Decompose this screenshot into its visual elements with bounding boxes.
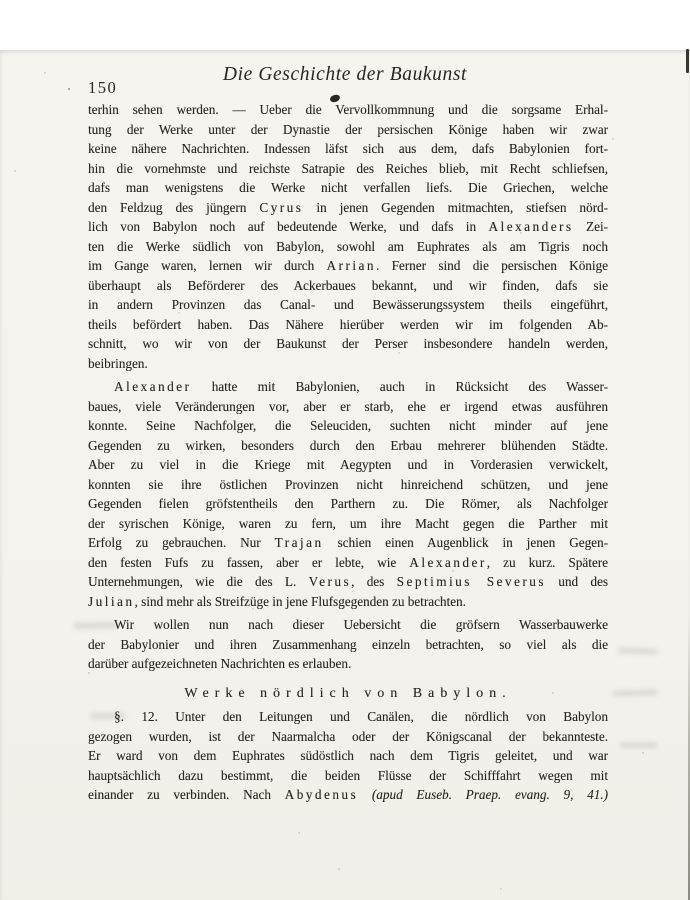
spaced-name: Verus <box>308 574 352 589</box>
text-line: Unternehmungen, wie die des L. Verus, des Septimius Severus und des <box>88 574 608 589</box>
spaced-name: Abydenus <box>284 787 359 802</box>
text-line: einander zu verbinden. Nach Abydenus (apud Euseb. Praep. evang. 9, 41.) <box>88 787 608 802</box>
text-line: Aber zu viel in die Kriege mit Aegypten und in Vorderasien verwickelt, <box>88 457 608 472</box>
spaced-name: Cyrus <box>259 199 304 215</box>
text-line: der syrischen Könige, waren zu fern, um ihre Macht gegen die Parther mit <box>88 515 608 531</box>
text-line: den Feldzug des jüngern Cyrus in jenen Gegenden mitmachten, stiefsen nörd- <box>88 199 608 215</box>
text-line: den festen Fufs zu fassen, aber er lebte, wie Alexander, zu kurz. Spätere <box>88 554 608 570</box>
paragraph <box>88 615 608 674</box>
page-text <box>88 100 608 805</box>
spaced-name: Alexander <box>409 554 487 570</box>
bleed-through-mark <box>620 742 658 748</box>
paper-specks <box>0 50 2 52</box>
text-line: konnten sie ihre östlichen Provinzen nicht hinreichend schützen, und jene <box>88 476 608 492</box>
running-title: Die Geschichte der Baukunst <box>222 64 468 85</box>
spaced-name: Trajan <box>274 535 324 550</box>
text-line: beibringen. <box>88 355 148 371</box>
text-line: schnitt, wo wir von der Baukunst der Perser insbesondere handeln werden, <box>88 336 608 351</box>
text-line: überhaupt als Beförderer des Ackerbaues bekannt, und wir finden, dafs sie <box>88 277 608 293</box>
text-line: Erfolg zu gebrauchen. Nur Trajan schien einen Augenblick in jenen Gegen- <box>88 535 609 550</box>
paragraph <box>88 707 608 805</box>
spaced-name: Julian <box>88 593 135 609</box>
page-number: 150 <box>88 78 118 97</box>
spaced-name: Arrian <box>326 258 376 273</box>
text-line: keine nähere Nachrichten. Indessen läfst sich aus dem, dafs Babylonien fort- <box>88 141 608 156</box>
text-line: hauptsächlich dazu bestimmt, die beiden Flüsse der Schifffahrt wegen mit <box>88 767 608 783</box>
text-line: konnte. Seine Nachfolger, die Seleuciden, suchten nicht minder auf jene <box>88 418 608 433</box>
text-line: §. 12. Unter den Leitungen und Canälen, die nördlich von Babylon <box>114 709 608 724</box>
text-line: Alexander hatte mit Babylonien, auch in Rücksicht des Wasser- <box>114 379 608 394</box>
text-line: im Gange waren, lernen wir durch Arrian. Ferner sind die persischen Könige <box>88 258 609 273</box>
spaced-name: Alexanders <box>488 219 574 234</box>
text-line: der Babylonier und ihren Zusammenhang einzeln betrachten, so viel als die <box>88 636 608 652</box>
text-line: Gegenden fielen gröfstentheils den Parthern zu. Die Römer, als Nachfolger <box>88 496 608 511</box>
section-heading <box>88 684 608 704</box>
paragraph <box>88 377 608 611</box>
text-line: Wir wollen nun nach dieser Uebersicht die gröfsern Wasserbauwerke <box>114 617 608 632</box>
text-line: darüber aufgezeichneten Nachrichten es erlauben. <box>88 656 352 671</box>
spaced-name: Septimius Severus <box>396 574 546 589</box>
text-line: Er ward von dem Euphrates südöstlich nach dem Tigris geleitet, und war <box>88 748 608 763</box>
text-line: in andern Provinzen das Canal- und Bewässerungssystem theils eingeführt, <box>88 297 608 312</box>
paragraph <box>88 100 608 373</box>
text-line: dafs man wenigstens die Werke nicht verfallen liefs. Die Griechen, welche <box>88 180 608 195</box>
heading-line: Werke nördlich von Babylon. <box>184 685 512 701</box>
text-line: hin die vornehmste und reichste Satrapie des Reiches blieb, mit Recht schliefsen, <box>88 160 608 176</box>
text-line: gezogen wurden, ist der Naarmalcha oder der Königscanal der bekannteste. <box>88 728 608 744</box>
text-line: baues, viele Veränderungen vor, aber er starb, ehe er irgend etwas ausführen <box>88 398 608 414</box>
text-line: terhin sehen werden. — Ueber die Vervollkommnung und die sorgsame Erhal- <box>88 102 608 117</box>
text-line: Julian, sind mehr als Streifzüge in jene Flufsgegenden zu betrachten. <box>88 593 466 609</box>
text-line: lich von Babylon noch auf bedeutende Werke, und dafs in Alexanders Zei- <box>88 219 609 234</box>
spaced-name: Alexander <box>114 379 192 394</box>
citation: (apud Euseb. Praep. evang. 9, 41.) <box>371 787 608 802</box>
text-line: theils befördert haben. Das Nähere hierüber werden wir im folgenden Ab- <box>88 316 608 332</box>
text-line: ten die Werke südlich von Babylon, sowohl am Euphrates als am Tigris noch <box>88 238 608 254</box>
text-line: Gegenden zu wirken, besonders durch den Erbau mehrerer blühenden Städte. <box>88 437 608 453</box>
text-line: tung der Werke unter der Dynastie der persischen Könige haben wir zwar <box>88 121 608 137</box>
